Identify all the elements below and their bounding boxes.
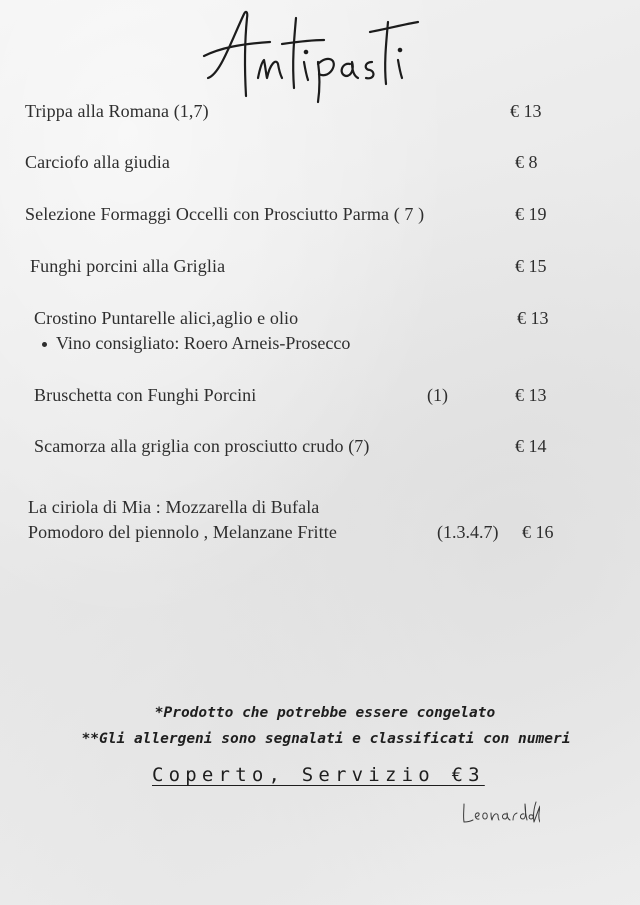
title-script-drawing [200,4,430,104]
menu-item-price: € 15 [515,256,547,276]
signature [460,800,540,828]
allergens-note: **Gli allergeni sono segnalati e classificati con numeri [81,731,571,747]
menu-item-name-line2: Pomodoro del piennolo , Melanzane Fritte [28,522,337,542]
menu-item-name: Bruschetta con Funghi Porcini [34,385,257,405]
bullet-dot [42,342,47,347]
menu-item-price: € 8 [515,152,538,172]
menu-item-name: Selezione Formaggi Occelli con Prosciutto Parma ( 7 ) [25,204,425,224]
signature-drawing [460,800,540,828]
menu-item-name: Carciofo alla giudia [25,152,170,172]
menu-item-price: € 14 [515,436,547,456]
menu-item-wine-pairing: Vino consigliato: Roero Arneis-Prosecco [56,333,351,353]
menu-item-price: € 16 [522,522,554,542]
menu-item-price: € 13 [515,385,547,405]
cover-charge: Coperto, Servizio €3 [152,764,485,786]
menu-item-name: Crostino Puntarelle alici,aglio e olio [34,308,299,328]
menu-item-price: € 13 [510,101,542,121]
menu-title [200,4,430,104]
menu-item-allergens: (1.3.4.7) [437,522,499,542]
menu-item-name: La ciriola di Mia : Mozzarella di Bufala [28,497,320,517]
menu-item-price: € 13 [517,308,549,328]
menu-item-allergens: (1) [427,385,448,405]
frozen-note: *Prodotto che potrebbe essere congelato [154,705,496,721]
menu-item-name: Trippa alla Romana (1,7) [25,101,209,121]
menu-item-price: € 19 [515,204,547,224]
menu-item-name: Funghi porcini alla Griglia [30,256,226,276]
menu-item-name: Scamorza alla griglia con prosciutto crudo (7) [34,436,370,456]
